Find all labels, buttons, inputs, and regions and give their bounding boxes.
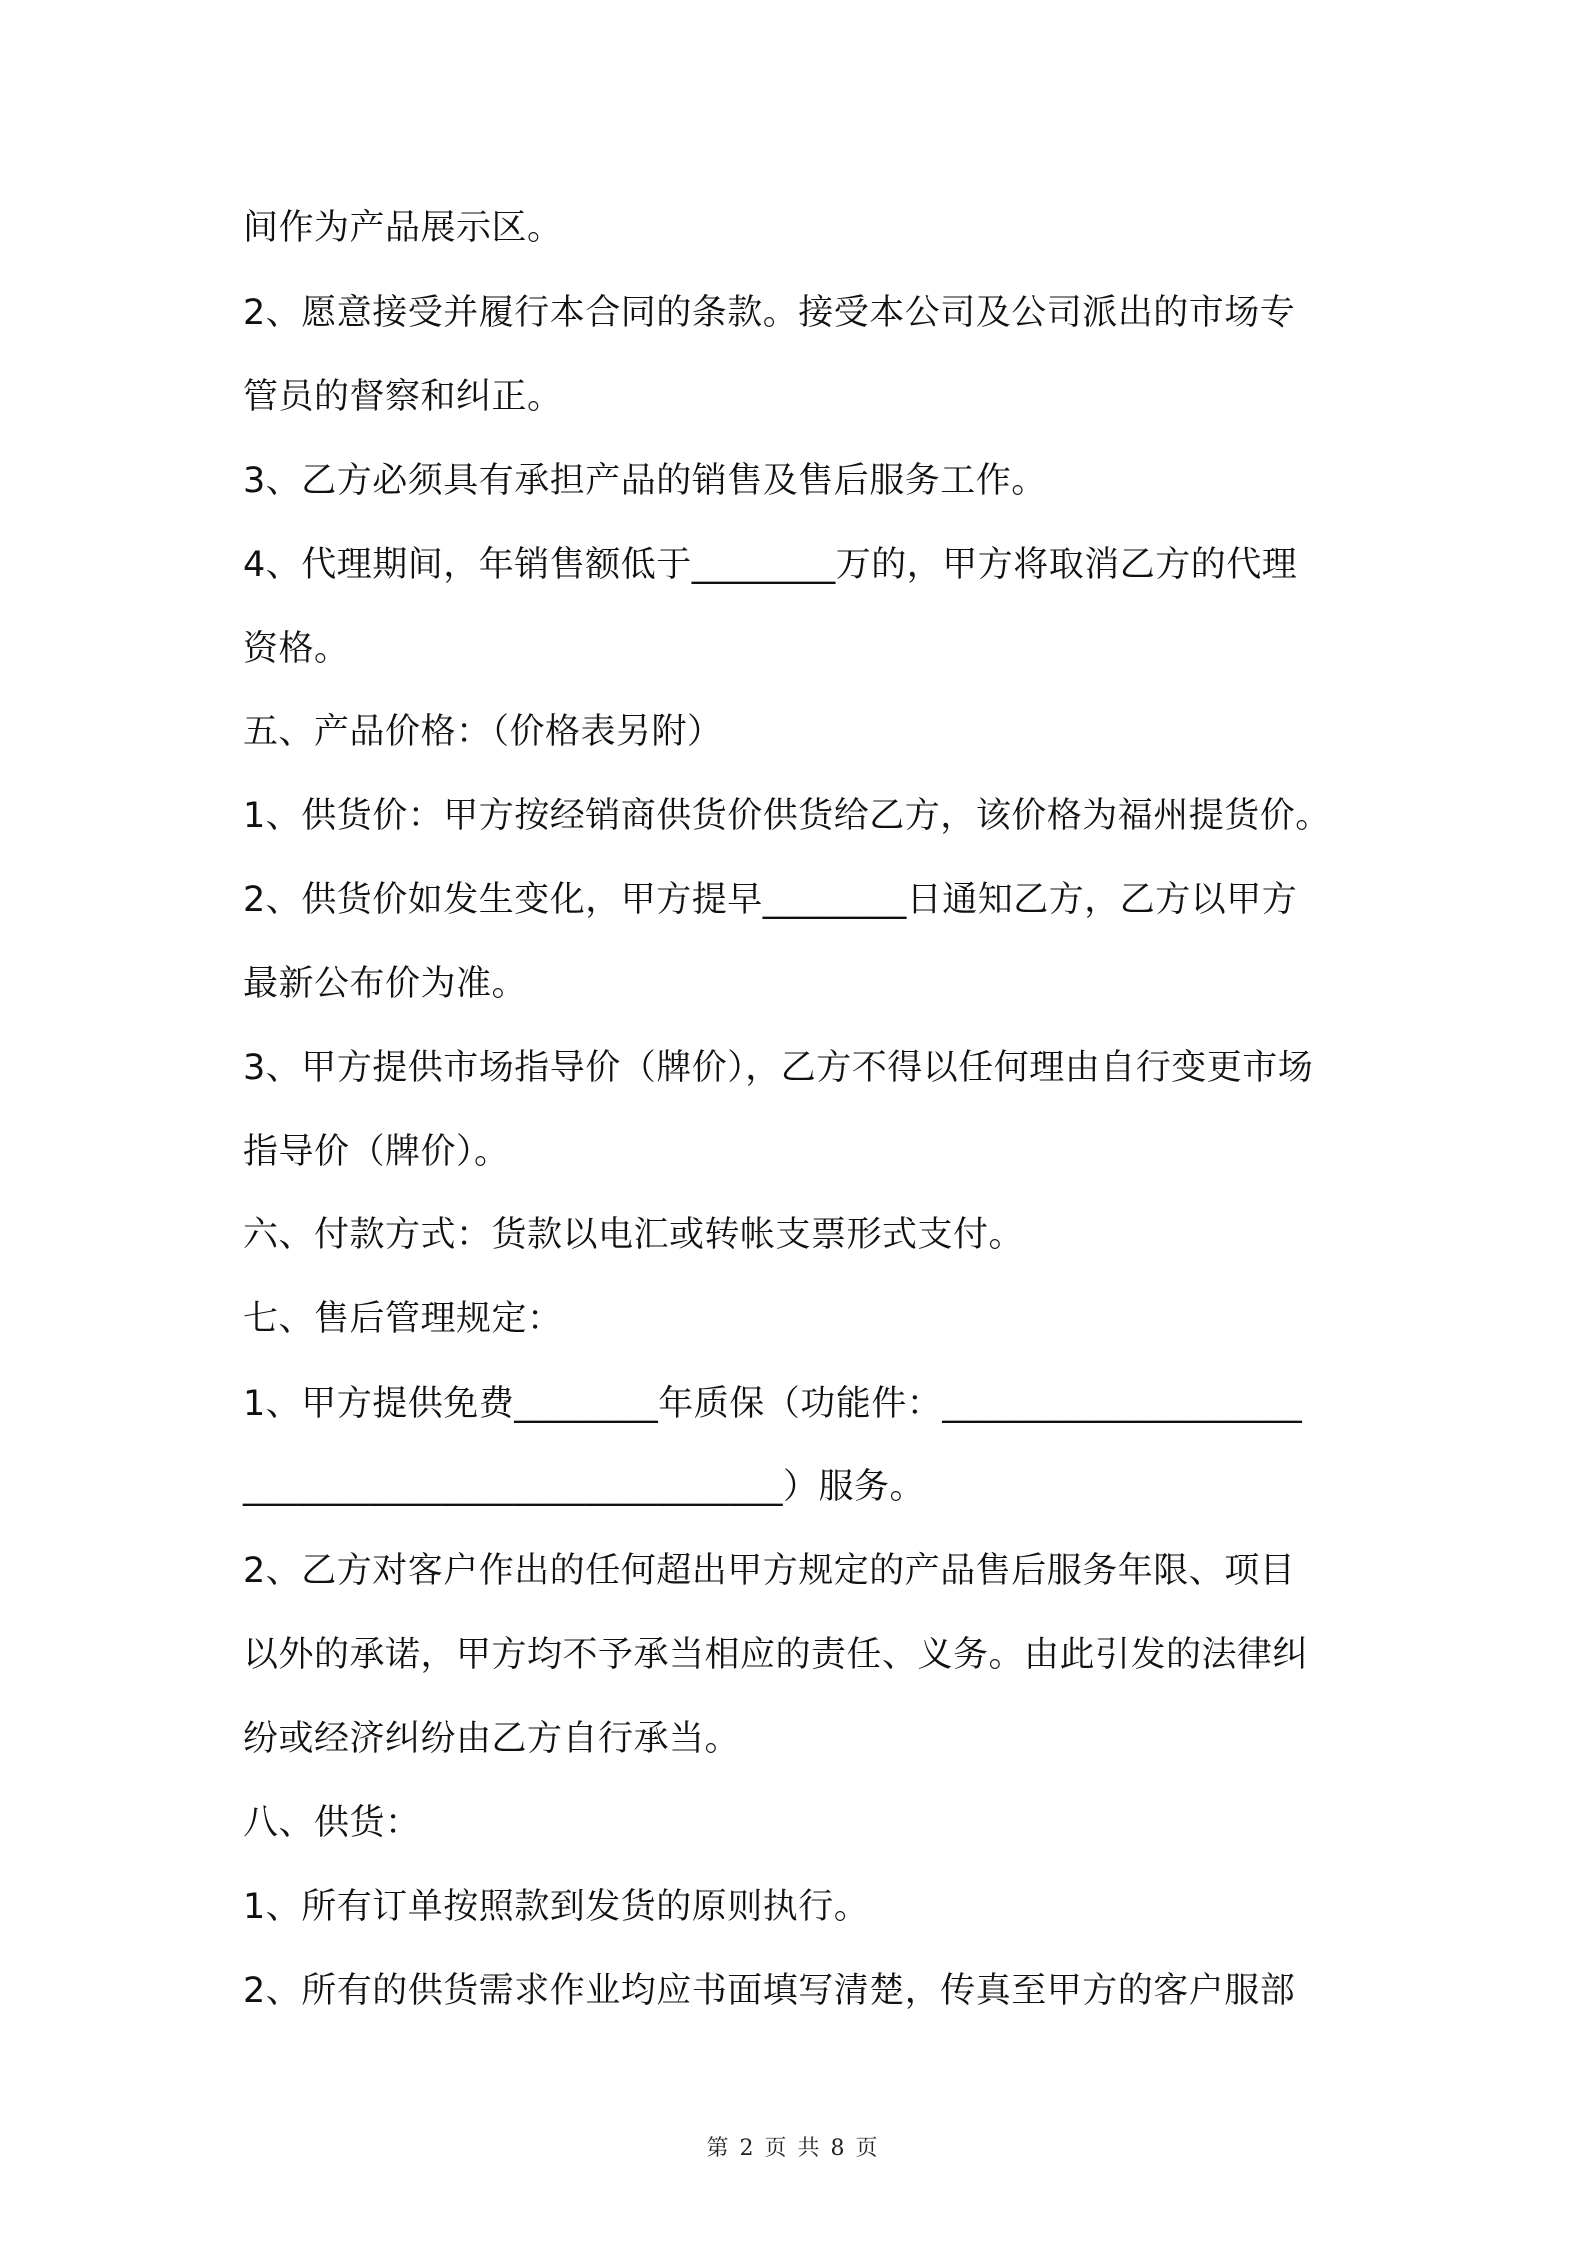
section-heading: 五、产品价格：（价格表另附） xyxy=(243,712,723,752)
text-line: 指导价（牌价）。 xyxy=(243,1132,510,1172)
text-line: 以外的承诺，甲方均不予承当相应的责任、义务。由此引发的法律纠 xyxy=(243,1635,1309,1675)
text-line: 3、甲方提供市场指导价（牌价），乙方不得以任何理由自行变更市场 xyxy=(243,1048,1314,1088)
text-line: ______________________________）服务。 xyxy=(243,1467,926,1507)
section-heading: 六、付款方式：货款以电汇或转帐支票形式支付。 xyxy=(243,1215,1025,1255)
text-line: 2、供货价如发生变化，甲方提早________日通知乙方，乙方以甲方 xyxy=(243,880,1298,920)
section-heading: 七、售后管理规定： xyxy=(243,1299,563,1339)
text-line: 1、所有订单按照款到发货的原则执行。 xyxy=(243,1887,870,1927)
text-line: 资格。 xyxy=(243,629,350,669)
text-line: 4、代理期间，年销售额低于________万的，甲方将取消乙方的代理 xyxy=(243,545,1298,585)
text-line: 3、乙方必须具有承担产品的销售及售后服务工作。 xyxy=(243,461,1047,501)
section-heading: 八、供货： xyxy=(243,1803,421,1843)
text-line: 最新公布价为准。 xyxy=(243,964,528,1004)
text-line: 纷或经济纠纷由乙方自行承当。 xyxy=(243,1719,741,1759)
text-line: 间作为产品展示区。 xyxy=(243,208,563,248)
text-line: 2、愿意接受并履行本合同的条款。接受本公司及公司派出的市场专 xyxy=(243,293,1296,333)
text-line: 1、甲方提供免费________年质保（功能件：____________________ xyxy=(243,1384,1303,1424)
text-line: 管员的督察和纠正。 xyxy=(243,377,563,417)
text-line: 1、供货价：甲方按经销商供货价供货给乙方，该价格为福州提货价。 xyxy=(243,796,1331,836)
text-line: 2、所有的供货需求作业均应书面填写清楚，传真至甲方的客户服部 xyxy=(243,1971,1296,2011)
page-number: 第 2 页 共 8 页 xyxy=(706,2136,880,2161)
text-line: 2、乙方对客户作出的任何超出甲方规定的产品售后服务年限、项目 xyxy=(243,1551,1296,1591)
